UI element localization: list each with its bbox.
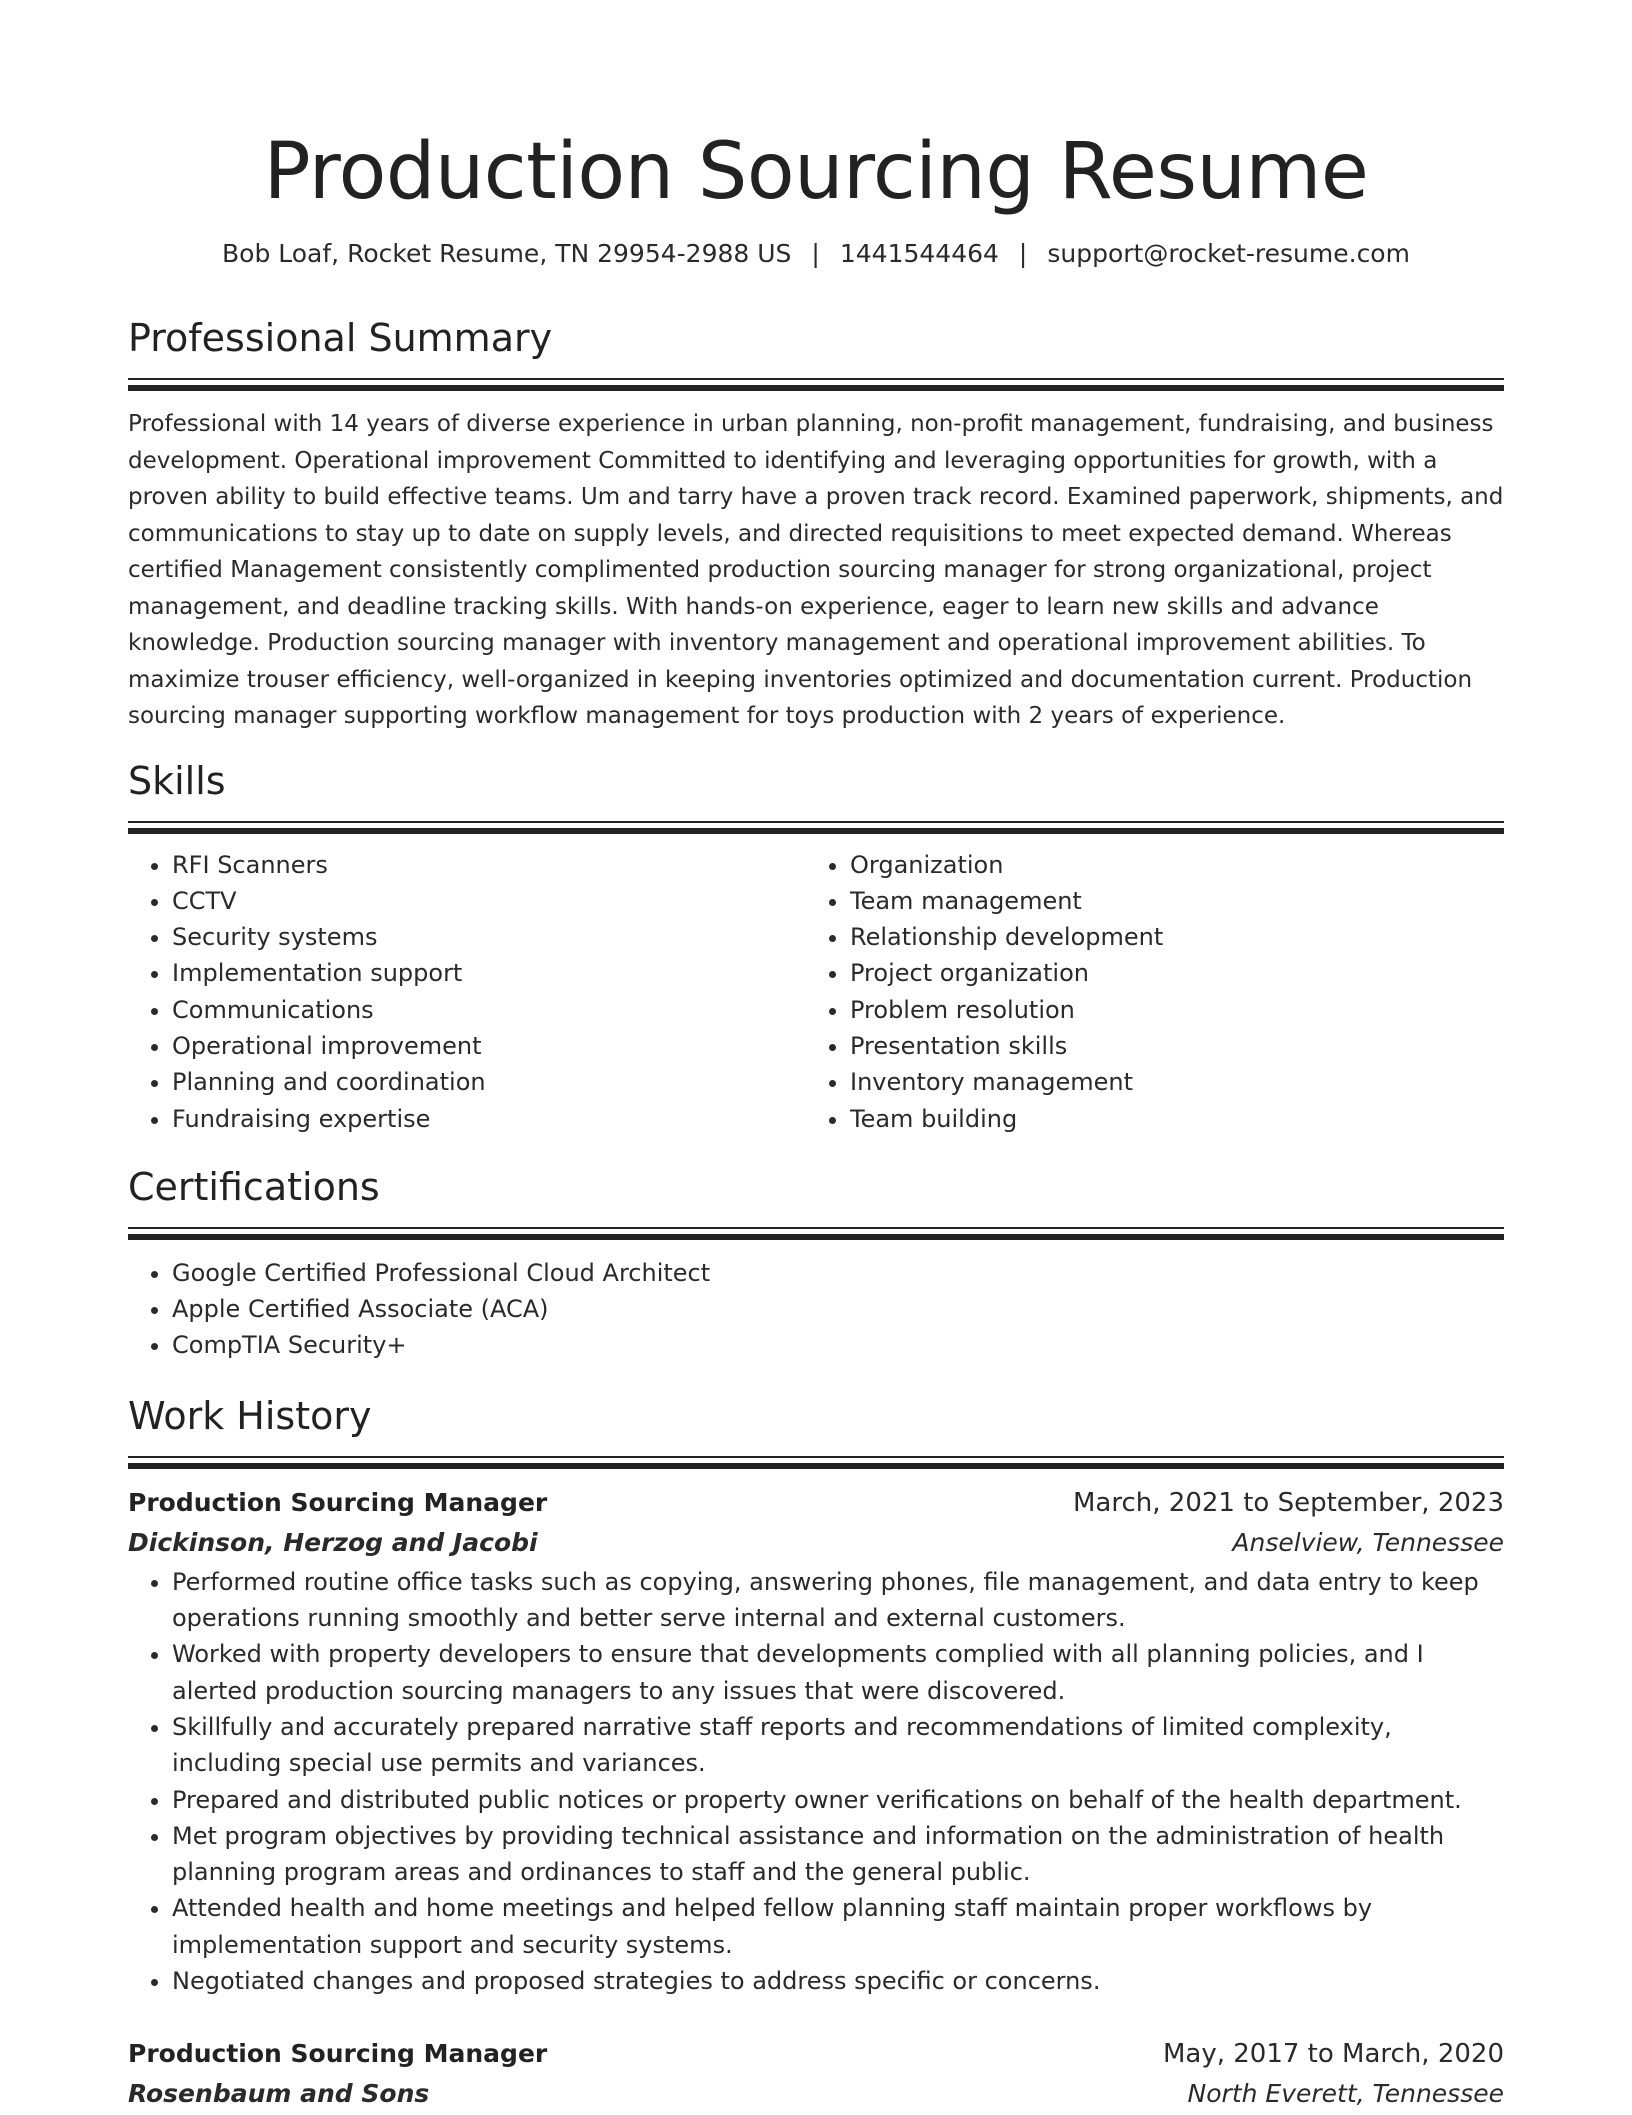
skills-column-left [128, 847, 806, 1137]
skills-section [128, 755, 1504, 1137]
job-duty-item: • Worked with property developers to ensure that developments complied with all planning policies, and I alerted production sourcing managers to any issues that were discovered. [172, 1636, 1504, 1709]
skill-item: • Team building [850, 1101, 1484, 1137]
job-duties-list [128, 1564, 1504, 2000]
job-duty-item: • Performed routine office tasks such as copying, answering phones, file management, and data entry to keep operations running smoothly and better serve internal and external customers. [172, 1564, 1504, 1637]
skill-item: • Organization [850, 847, 1484, 883]
section-divider [128, 1456, 1504, 1470]
certification-item: • CompTIA Security+ [172, 1327, 1504, 1363]
contact-phone: 1441544464 [839, 239, 999, 268]
summary-heading: Professional Summary [128, 316, 553, 360]
skill-item: • CCTV [172, 883, 806, 919]
skill-item: • Implementation support [172, 955, 806, 991]
certification-item: • Apple Certified Associate (ACA) [172, 1291, 1504, 1327]
skills-column-right [806, 847, 1484, 1137]
skill-item: • Fundraising expertise [172, 1101, 806, 1137]
section-divider [128, 378, 1504, 392]
job-title: Production Sourcing Manager [128, 1487, 548, 1517]
document-title: Production Sourcing Resume [263, 127, 1369, 217]
contact-separator: | [811, 239, 820, 268]
resume-page [128, 0, 1504, 2115]
job-subheader [128, 1522, 1504, 1564]
skill-item: • Relationship development [850, 919, 1484, 955]
skill-item: • Communications [172, 992, 806, 1028]
skills-grid [128, 847, 1504, 1137]
section-divider [128, 821, 1504, 835]
certifications-section [128, 1161, 1504, 1364]
skill-item: • Presentation skills [850, 1028, 1484, 1064]
work-history-heading: Work History [128, 1393, 372, 1438]
job-dates: May, 2017 to March, 2020 [1162, 2039, 1504, 2070]
job-header [128, 1484, 1504, 1522]
job-title: Production Sourcing Manager [128, 2039, 548, 2069]
contact-address: Bob Loaf, Rocket Resume, TN 29954-2988 US [222, 239, 792, 268]
job-entry [128, 2035, 1504, 2115]
job-duty-item: • Prepared and distributed public notices or property owner verifications on behalf of the health department. [172, 1782, 1504, 1818]
skill-item: • Security systems [172, 919, 806, 955]
skill-item: • Inventory management [850, 1064, 1484, 1100]
job-duty-item: • Met program objectives by providing technical assistance and information on the administration of health planning program areas and ordinances to staff and the general public. [172, 1818, 1504, 1891]
certifications-heading: Certifications [128, 1164, 380, 1209]
job-duty-item: • Negotiated changes and proposed strategies to address specific or concerns. [172, 1963, 1504, 1999]
job-entry [128, 1484, 1504, 2000]
certification-item: • Google Certified Professional Cloud Architect [172, 1255, 1504, 1291]
skill-item: • Problem resolution [850, 992, 1484, 1028]
contact-line [128, 236, 1504, 272]
summary-text: Professional with 14 years of diverse experience in urban planning, non-profit management, fundraising, and business development. Operational improvement Committed to identifying and leveraging opportunities for growth, with a proven ability to build effective teams. Um and tarry have a proven track record. Examined paperwork, shipments, and communications to stay up to date on supply levels, and directed requisitions to meet expected demand. Whereas certified Management consistently complimented production sourcing manager for strong organizational, project management, and deadline tracking skills. With hands-on experience, eager to learn new skills and advance knowledge. Production sourcing manager with inventory management and operational improvement abilities. To maximize trouser efficiency, well-organized in keeping inventories optimized and documentation current. Production sourcing manager supporting workflow management for toys production with 2 years of experience. [128, 411, 1504, 729]
certifications-list [128, 1255, 1504, 1364]
skill-item: • Operational improvement [172, 1028, 806, 1064]
job-duty-item: • Skillfully and accurately prepared narrative staff reports and recommendations of limited complexity, including special use permits and variances. [172, 1709, 1504, 1782]
skills-list-right [806, 847, 1484, 1137]
summary-section [128, 312, 1504, 735]
job-dates: March, 2021 to September, 2023 [1073, 1487, 1504, 1518]
job-location: North Everett, Tennessee [1187, 2079, 1504, 2109]
section-divider [128, 1227, 1504, 1241]
work-history-section [128, 1390, 1504, 2115]
job-company: Rosenbaum and Sons [128, 2079, 430, 2109]
skill-item: • Planning and coordination [172, 1064, 806, 1100]
job-subheader [128, 2073, 1504, 2115]
skill-item: • Team management [850, 883, 1484, 919]
contact-email: support@rocket-resume.com [1047, 239, 1410, 268]
contact-separator: | [1018, 239, 1028, 268]
job-company: Dickinson, Herzog and Jacobi [128, 1527, 538, 1557]
job-location: Anselview, Tennessee [1232, 1527, 1504, 1557]
job-duty-item: • Attended health and home meetings and helped fellow planning staff maintain proper workflows by implementation support and security systems. [172, 1890, 1504, 1963]
skills-heading: Skills [128, 758, 226, 803]
job-header [128, 2035, 1504, 2073]
skills-list-left [128, 847, 806, 1137]
skill-item: • Project organization [850, 955, 1484, 991]
skill-item: • RFI Scanners [172, 847, 806, 883]
